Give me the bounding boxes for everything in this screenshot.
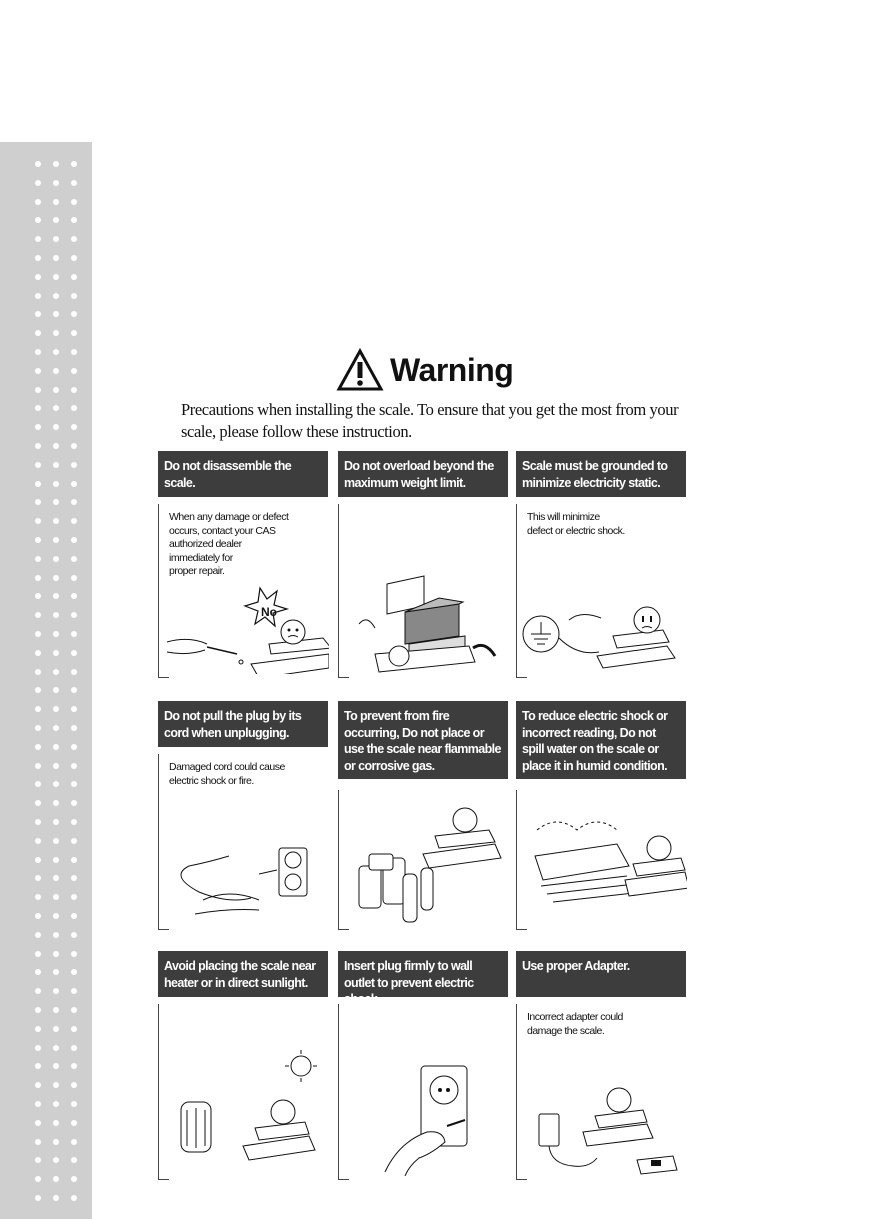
decorative-dot: [53, 274, 59, 280]
decorative-dot: [35, 462, 41, 468]
decorative-dot: [71, 424, 77, 430]
decorative-dot: [53, 217, 59, 223]
decorative-dot: [53, 838, 59, 844]
decorative-dot: [71, 199, 77, 205]
decorative-dot: [71, 274, 77, 280]
decorative-dot: [53, 556, 59, 562]
decorative-dot: [53, 951, 59, 957]
card-description: Incorrect adapter could damage the scale.: [527, 1011, 623, 1037]
decorative-dot: [53, 1139, 59, 1145]
card-body-disassemble: [158, 504, 328, 678]
decorative-dot: [71, 387, 77, 393]
decorative-dot: [53, 800, 59, 806]
card-header-humid: To reduce electric shock or incorrect reading, Do not spill water on the scale or place it in humid condition.: [516, 701, 686, 779]
decorative-dot: [71, 1063, 77, 1069]
card-header-disassemble: Do not disassemble the scale.: [158, 451, 328, 497]
decorative-dot: [71, 1101, 77, 1107]
decorative-dot: [35, 311, 41, 317]
decorative-dot: [35, 556, 41, 562]
decorative-dot: [35, 593, 41, 599]
decorative-dot: [71, 800, 77, 806]
decorative-dot: [53, 180, 59, 186]
decorative-dot: [71, 650, 77, 656]
decorative-dot: [53, 631, 59, 637]
screwdriver-scale-icon: [159, 544, 329, 674]
decorative-dot: [53, 368, 59, 374]
warning-heading: [336, 346, 513, 394]
decorative-dot: [71, 875, 77, 881]
pulling-plug-icon: [159, 796, 329, 926]
decorative-dot: [53, 255, 59, 261]
decorative-dot: [35, 255, 41, 261]
ground-symbol-scale-icon: [517, 544, 687, 674]
decorative-dot: [71, 1082, 77, 1088]
decorative-dot: [53, 499, 59, 505]
decorative-dot: [53, 387, 59, 393]
decorative-dot: [53, 687, 59, 693]
decorative-dot: [35, 932, 41, 938]
warning-triangle-icon: [336, 348, 384, 392]
decorative-dot: [35, 1045, 41, 1051]
decorative-dot: [71, 556, 77, 562]
decorative-dot: [35, 1120, 41, 1126]
decorative-dot: [35, 293, 41, 299]
decorative-dot: [53, 349, 59, 355]
card-header-grounded: Scale must be grounded to minimize electricity static.: [516, 451, 686, 497]
decorative-dot: [35, 1195, 41, 1201]
card-body-grounded: [516, 504, 686, 678]
decorative-dot: [53, 1045, 59, 1051]
decorative-dot: [35, 161, 41, 167]
decorative-dot: [71, 988, 77, 994]
card-body-adapter: [516, 1004, 686, 1180]
decorative-dot: [35, 706, 41, 712]
gas-bottles-scale-icon: [339, 796, 509, 926]
decorative-dot: [53, 537, 59, 543]
decorative-dot: [53, 1026, 59, 1032]
card-header-overload: Do not overload beyond the maximum weight limit.: [338, 451, 508, 497]
decorative-dot: [71, 612, 77, 618]
decorative-dot: [71, 894, 77, 900]
decorative-dot: [71, 518, 77, 524]
decorative-dot: [53, 1063, 59, 1069]
decorative-dot: [53, 405, 59, 411]
decorative-dot: [35, 800, 41, 806]
decorative-dot: [35, 763, 41, 769]
decorative-dot: [35, 518, 41, 524]
decorative-dot: [53, 1157, 59, 1163]
decorative-dot: [71, 217, 77, 223]
decorative-dot: [71, 1195, 77, 1201]
decorative-dot: [53, 763, 59, 769]
decorative-dot: [71, 1120, 77, 1126]
decorative-dot: [35, 1139, 41, 1145]
card-description: This will minimize defect or electric shock.: [527, 511, 625, 537]
decorative-dot: [71, 725, 77, 731]
decorative-dot: [71, 537, 77, 543]
decorative-dot: [35, 575, 41, 581]
decorative-dot: [53, 1007, 59, 1013]
decorative-dot: [53, 311, 59, 317]
decorative-dot: [71, 462, 77, 468]
decorative-dot: [53, 330, 59, 336]
decorative-dot: [71, 311, 77, 317]
decorative-dot: [35, 1026, 41, 1032]
decorative-dot: [53, 1101, 59, 1107]
card-body-overload: [338, 504, 508, 678]
decorative-dot: [53, 744, 59, 750]
decorative-dot: [53, 819, 59, 825]
decorative-dot: [35, 631, 41, 637]
decorative-dot: [71, 481, 77, 487]
decorative-dot: [71, 969, 77, 975]
heater-sun-scale-icon: [159, 1046, 329, 1176]
decorative-dot: [35, 650, 41, 656]
card-body-pull-plug: [158, 754, 328, 930]
decorative-dot: [53, 1082, 59, 1088]
decorative-dot: [53, 650, 59, 656]
decorative-dot: [53, 706, 59, 712]
decorative-dot: [71, 349, 77, 355]
decorative-dot: [35, 894, 41, 900]
decorative-dot: [71, 857, 77, 863]
decorative-dot: [53, 293, 59, 299]
decorative-dot: [71, 932, 77, 938]
decorative-dot: [35, 669, 41, 675]
decorative-dot: [71, 763, 77, 769]
decorative-dot: [35, 1007, 41, 1013]
decorative-dot: [35, 199, 41, 205]
decorative-dot: [53, 236, 59, 242]
decorative-dot: [35, 781, 41, 787]
decorative-dot: [35, 1157, 41, 1163]
decorative-dot: [53, 612, 59, 618]
page-title: Warning: [390, 351, 514, 388]
decorative-dot: [71, 1007, 77, 1013]
decorative-dot: [71, 669, 77, 675]
decorative-dot: [35, 744, 41, 750]
decorative-dot: [53, 424, 59, 430]
decorative-dot: [53, 1120, 59, 1126]
decorative-dot: [71, 255, 77, 261]
decorative-dot: [53, 969, 59, 975]
decorative-dot: [35, 612, 41, 618]
card-header-adapter: Use proper Adapter.: [516, 951, 686, 997]
decorative-dot: [71, 913, 77, 919]
decorative-dot: [35, 405, 41, 411]
decorative-dot: [71, 951, 77, 957]
decorative-dot: [35, 499, 41, 505]
decorative-dot: [35, 1063, 41, 1069]
decorative-dot: [53, 199, 59, 205]
decorative-dot: [53, 875, 59, 881]
card-body-flammable: [338, 790, 508, 930]
decorative-dot: [71, 405, 77, 411]
decorative-dot: [35, 217, 41, 223]
adapter-scale-icon: [517, 1046, 687, 1176]
decorative-dot: [53, 575, 59, 581]
decorative-dot: [53, 481, 59, 487]
decorative-dot: [71, 1045, 77, 1051]
decorative-dot: [71, 593, 77, 599]
decorative-dot: [53, 462, 59, 468]
side-dot-strip: [0, 142, 92, 1219]
decorative-dot: [35, 913, 41, 919]
decorative-dot: [35, 180, 41, 186]
card-header-heater-sun: Avoid placing the scale near heater or in direct sunlight.: [158, 951, 328, 997]
decorative-dot: [35, 819, 41, 825]
decorative-dot: [35, 687, 41, 693]
card-header-insert-plug: Insert plug firmly to wall outlet to prevent electric shock.: [338, 951, 508, 997]
decorative-dot: [35, 368, 41, 374]
decorative-dot: [53, 913, 59, 919]
decorative-dot: [53, 857, 59, 863]
decorative-dot: [71, 443, 77, 449]
decorative-dot: [71, 293, 77, 299]
decorative-dot: [71, 368, 77, 374]
decorative-dot: [71, 781, 77, 787]
card-body-insert-plug: [338, 1004, 508, 1180]
decorative-dot: [53, 593, 59, 599]
decorative-dot: [71, 499, 77, 505]
decorative-dot: [71, 631, 77, 637]
decorative-dot: [71, 1157, 77, 1163]
decorative-dot: [35, 537, 41, 543]
decorative-dot: [71, 744, 77, 750]
decorative-dot: [53, 1176, 59, 1182]
decorative-dot: [35, 838, 41, 844]
decorative-dot: [71, 838, 77, 844]
decorative-dot: [35, 443, 41, 449]
decorative-dot: [71, 687, 77, 693]
decorative-dot: [35, 857, 41, 863]
decorative-dot: [35, 387, 41, 393]
decorative-dot: [35, 875, 41, 881]
decorative-dot: [71, 1176, 77, 1182]
overloaded-scale-icon: [339, 544, 509, 674]
decorative-dot: [35, 330, 41, 336]
decorative-dot: [71, 236, 77, 242]
decorative-dot: [35, 969, 41, 975]
decorative-dot: [53, 161, 59, 167]
card-description: When any damage or defect occurs, contact your CAS authorized dealer immediately for proper repair.: [169, 511, 289, 577]
card-header-flammable: To prevent from fire occurring, Do not place or use the scale near flammable or corrosive gas.: [338, 701, 508, 779]
decorative-dot: [35, 236, 41, 242]
decorative-dot: [71, 180, 77, 186]
card-description: Damaged cord could cause electric shock or fire.: [169, 761, 285, 787]
decorative-dot: [71, 819, 77, 825]
intro-text: Precautions when installing the scale. To ensure that you get the most from your scale, please follow these instruction.: [181, 400, 679, 441]
decorative-dot: [35, 481, 41, 487]
bathtub-scale-icon: [517, 796, 687, 926]
decorative-dot: [53, 669, 59, 675]
decorative-dot: [35, 951, 41, 957]
card-header-pull-plug: Do not pull the plug by its cord when unplugging.: [158, 701, 328, 747]
decorative-dot: [53, 894, 59, 900]
card-body-heater-sun: [158, 1004, 328, 1180]
decorative-dot: [53, 518, 59, 524]
decorative-dot: [35, 1082, 41, 1088]
card-body-humid: [516, 790, 686, 930]
decorative-dot: [71, 1026, 77, 1032]
decorative-dot: [53, 1195, 59, 1201]
decorative-dot: [71, 1139, 77, 1145]
decorative-dot: [35, 274, 41, 280]
decorative-dot: [53, 932, 59, 938]
no-label: No: [261, 605, 277, 619]
decorative-dot: [35, 725, 41, 731]
decorative-dot: [71, 575, 77, 581]
decorative-dot: [53, 781, 59, 787]
decorative-dot: [35, 349, 41, 355]
decorative-dot: [71, 706, 77, 712]
decorative-dot: [35, 424, 41, 430]
decorative-dot: [53, 443, 59, 449]
decorative-dot: [35, 1176, 41, 1182]
decorative-dot: [53, 725, 59, 731]
decorative-dot: [71, 330, 77, 336]
decorative-dot: [35, 1101, 41, 1107]
decorative-dot: [71, 161, 77, 167]
decorative-dot: [35, 988, 41, 994]
decorative-dot: [53, 988, 59, 994]
plug-outlet-icon: [339, 1046, 509, 1176]
